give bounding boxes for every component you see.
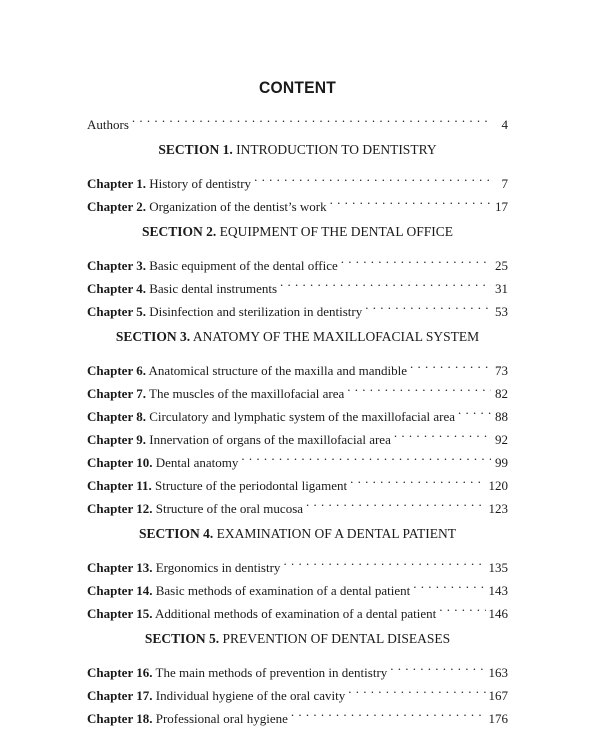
toc-page-number: 25 [495, 258, 508, 273]
leader-dots [132, 106, 491, 129]
chapter-title: The main methods of prevention in dentistry [155, 665, 388, 680]
chapter-title: Professional oral hygiene [155, 711, 288, 726]
section-heading [87, 519, 508, 549]
toc-entry-label [87, 172, 251, 195]
section-name: PREVENTION OF DENTAL DISEASES [222, 631, 451, 646]
chapter-number: Chapter 11. [87, 478, 152, 493]
toc-page-number: 17 [495, 199, 508, 214]
chapter-number: Chapter 6. [87, 363, 146, 378]
toc-entry-label [87, 497, 303, 520]
toc-entry[interactable] [87, 352, 508, 378]
chapter-number: Chapter 12. [87, 501, 153, 516]
toc-page-number: 163 [488, 665, 508, 680]
toc-page-number: 53 [495, 304, 508, 319]
section-name: EQUIPMENT OF THE DENTAL OFFICE [219, 224, 454, 239]
chapter-number: Chapter 8. [87, 409, 146, 424]
toc-page-number: 82 [495, 386, 508, 401]
toc-page-number: 88 [495, 409, 508, 424]
toc-entry[interactable] [87, 165, 508, 191]
toc-page-number: 31 [495, 281, 508, 296]
chapter-number: Chapter 17. [87, 688, 153, 703]
section-heading [87, 624, 508, 654]
page-title: CONTENT [259, 78, 336, 97]
toc-entry-label: Authors [87, 117, 129, 132]
leader-dots [390, 654, 485, 677]
leader-dots [306, 490, 485, 513]
chapter-number: Chapter 7. [87, 386, 146, 401]
toc-page-number: 135 [488, 560, 508, 575]
leader-dots [283, 549, 485, 572]
section-name: INTRODUCTION TO DENTISTRY [236, 142, 437, 157]
chapter-title: Structure of the periodontal ligament [155, 478, 348, 493]
toc-page-number: 99 [495, 455, 508, 470]
leader-dots [291, 700, 486, 723]
leader-dots [241, 444, 491, 467]
toc-entry-label [87, 382, 344, 405]
leader-dots [254, 165, 491, 188]
toc-entry-label [87, 556, 280, 579]
toc-entry-label [87, 579, 410, 602]
section-heading [87, 322, 508, 352]
chapter-title: Circulatory and lymphatic system of the maxillofacial area [149, 409, 455, 424]
toc-entry-label [87, 661, 387, 684]
chapter-title: Additional methods of examination of a dental patient [155, 606, 437, 621]
leader-dots [350, 467, 485, 490]
chapter-title: Ergonomics in dentistry [155, 560, 281, 575]
leader-dots [280, 270, 491, 293]
chapter-title: Innervation of organs of the maxillofacial area [149, 432, 391, 447]
chapter-title: History of dentistry [149, 176, 252, 191]
section-name: ANATOMY OF THE MAXILLOFACIAL SYSTEM [192, 329, 480, 344]
toc-entry-label [87, 707, 288, 730]
section-number: SECTION 4. [138, 526, 214, 541]
chapter-number: Chapter 18. [87, 711, 153, 726]
toc-page-number: 176 [488, 711, 508, 726]
chapter-number: Chapter 3. [87, 258, 146, 273]
toc-page-number: 123 [488, 501, 508, 516]
toc-entry[interactable] [87, 654, 508, 680]
toc-entry-label [87, 277, 277, 300]
toc-page-number: 4 [501, 117, 508, 132]
section-number: SECTION 3. [115, 329, 191, 344]
chapter-title: Anatomical structure of the maxilla and mandible [148, 363, 408, 378]
toc-entry-authors[interactable] [87, 106, 508, 132]
chapter-title: Basic methods of examination of a dental patient [155, 583, 411, 598]
chapter-number: Chapter 9. [87, 432, 146, 447]
section-number: SECTION 5. [144, 631, 220, 646]
chapter-number: Chapter 2. [87, 199, 146, 214]
leader-dots [347, 375, 491, 398]
leader-dots [410, 352, 491, 375]
leader-dots [341, 247, 491, 270]
leader-dots [439, 595, 485, 618]
toc-entry-label [87, 451, 238, 474]
toc-entry-label [87, 195, 327, 218]
toc-page-number: 73 [495, 363, 508, 378]
toc-entry-label [87, 602, 436, 625]
toc-entry-label [87, 300, 362, 323]
toc-page-number: 167 [488, 688, 508, 703]
toc-entry[interactable] [87, 549, 508, 575]
chapter-title: Organization of the dentist’s work [149, 199, 327, 214]
toc-entry[interactable] [87, 247, 508, 273]
leader-dots [348, 677, 485, 700]
chapter-number: Chapter 1. [87, 176, 146, 191]
chapter-title: Disinfection and sterilization in dentistry [149, 304, 363, 319]
leader-dots [365, 293, 491, 316]
chapter-number: Chapter 13. [87, 560, 153, 575]
toc-page-number: 120 [488, 478, 508, 493]
chapter-title: Dental anatomy [155, 455, 239, 470]
section-heading [87, 135, 508, 165]
section-heading [87, 217, 508, 247]
chapter-number: Chapter 10. [87, 455, 153, 470]
chapter-number: Chapter 14. [87, 583, 153, 598]
chapter-title: Basic equipment of the dental office [149, 258, 338, 273]
toc-page-number: 7 [501, 176, 508, 191]
leader-dots [330, 188, 491, 211]
toc-page-number: 92 [495, 432, 508, 447]
chapter-title: Structure of the oral mucosa [155, 501, 304, 516]
leader-dots [394, 421, 491, 444]
section-number: SECTION 2. [141, 224, 217, 239]
chapter-number: Chapter 4. [87, 281, 146, 296]
chapter-title: The muscles of the maxillofacial area [149, 386, 345, 401]
chapter-number: Chapter 15. [87, 606, 153, 621]
section-number: SECTION 1. [158, 142, 233, 157]
chapter-number: Chapter 16. [87, 665, 153, 680]
section-name: EXAMINATION OF A DENTAL PATIENT [216, 526, 457, 541]
leader-dots [458, 398, 491, 421]
chapter-title: Individual hygiene of the oral cavity [155, 688, 346, 703]
chapter-number: Chapter 5. [87, 304, 146, 319]
toc-page-number: 146 [488, 606, 508, 621]
table-of-contents [87, 76, 508, 726]
chapter-title: Basic dental instruments [149, 281, 278, 296]
toc-page-number: 143 [488, 583, 508, 598]
sections-list [87, 135, 508, 726]
leader-dots [413, 572, 485, 595]
